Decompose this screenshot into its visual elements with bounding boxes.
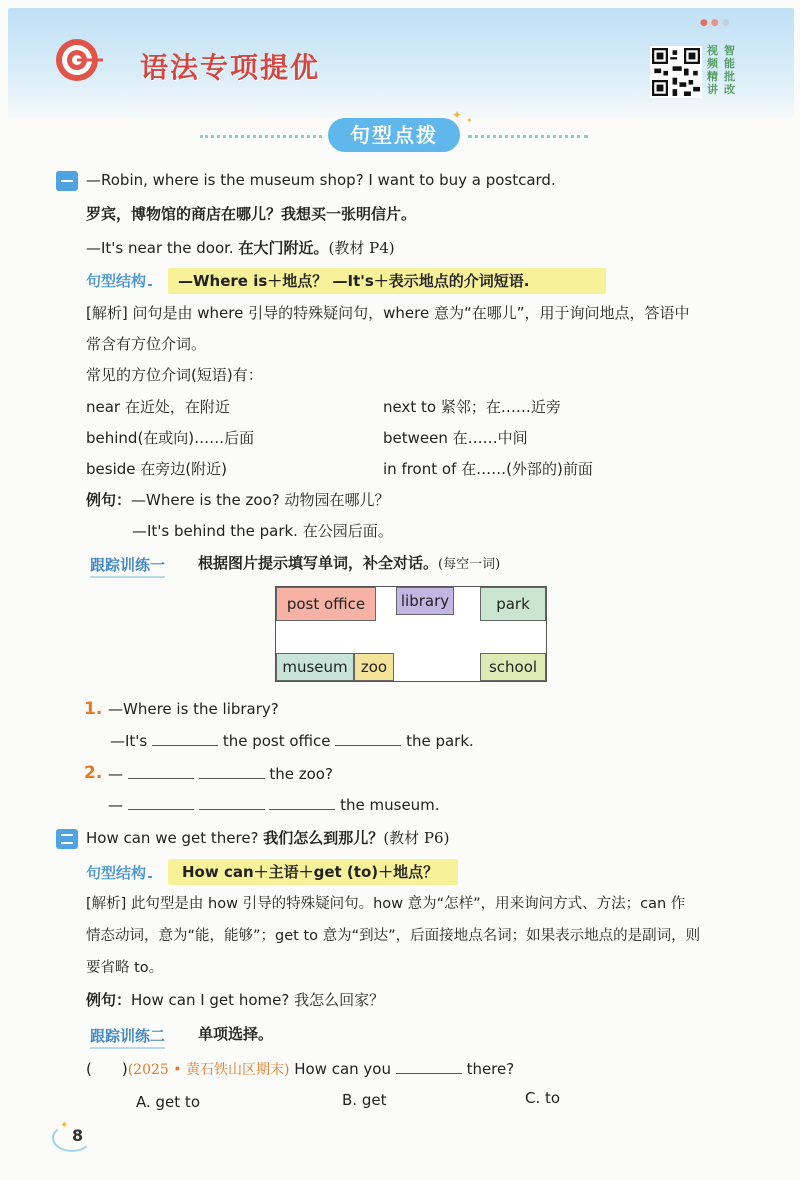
q2-answer: — the museum.	[108, 796, 440, 814]
answer-paren[interactable]: ( )	[86, 1060, 128, 1078]
dotted-divider-right	[468, 135, 588, 138]
map-park: park	[480, 587, 546, 621]
prep-item: near 在近处，在附近	[86, 398, 230, 416]
section-title-wrap	[200, 108, 590, 154]
question-number: 2.	[84, 763, 103, 783]
map-zoo: zoo	[354, 653, 394, 681]
answer-blank[interactable]	[199, 763, 265, 779]
sparkle-icon: ✦	[60, 1120, 69, 1131]
answer-blank[interactable]	[152, 730, 218, 746]
s1-example-2: —It's behind the park. 在公园后面。	[132, 522, 393, 540]
section-title: 句型点拨	[328, 118, 460, 152]
prep-item: behind(在或向)……后面	[86, 429, 255, 447]
s2-structure: How can＋主语＋get (to)＋地点？	[182, 863, 439, 881]
s1-sentence-en: —Robin, where is the museum shop? I want to buy a postcard.	[86, 171, 556, 189]
q1-question: —Where is the library?	[108, 700, 279, 718]
header-title: 语法专项提优	[140, 51, 321, 84]
s2-analysis-line-3: 要省略 to。	[86, 960, 164, 976]
mc-question: ( )(2025 • 黄石铁山区期末) How can you there?	[86, 1060, 515, 1078]
q1-answer: —It's the post office the park.	[110, 732, 474, 750]
answer-blank[interactable]	[128, 763, 194, 779]
answer-blank[interactable]	[269, 794, 335, 810]
option-c[interactable]: C. to	[525, 1089, 561, 1107]
s2-sentence: How can we get there? 我们怎么到那儿？(教材 P6)	[86, 829, 450, 847]
map-museum: museum	[276, 653, 354, 681]
answer-blank[interactable]	[396, 1058, 462, 1074]
answer-blank[interactable]	[199, 794, 265, 810]
track-two-label: 跟踪训练二	[90, 1025, 165, 1049]
prep-item: in front of 在……(外部的)前面	[383, 460, 593, 478]
page-number: 8	[72, 1126, 84, 1145]
point-one-icon	[56, 171, 78, 191]
answer-blank[interactable]	[128, 794, 194, 810]
sparkle-icon: ✦	[466, 116, 473, 125]
prep-item: beside 在旁边(附近)	[86, 460, 227, 478]
s1-analysis-line-2: 常含有方位介词。	[86, 335, 207, 353]
decor-dots: ●●●	[700, 18, 733, 28]
s1-sentence-zh: 罗宾，博物馆的商店在哪儿？我想买一张明信片。	[86, 205, 417, 223]
s2-example: 例句：How can I get home? 我怎么回家？	[86, 991, 385, 1009]
question-number: 1.	[84, 699, 103, 719]
s1-answer: —It's near the door. 在大门附近。(教材 P4)	[86, 239, 395, 257]
analysis-tag: [解析]	[86, 304, 128, 322]
option-a[interactable]: A. get to	[136, 1093, 200, 1111]
option-b[interactable]: B. get	[342, 1091, 387, 1109]
map-post-office: post office	[276, 587, 376, 621]
point-two-icon	[56, 829, 78, 849]
track-one-label: 跟踪训练一	[90, 554, 165, 578]
s1-structure-label: 句型结构	[86, 271, 152, 291]
s1-structure: —Where is＋地点？ —It's＋表示地点的介词短语.	[178, 272, 530, 290]
answer-blank[interactable]	[335, 730, 401, 746]
track-two-instruction: 单项选择。	[198, 1025, 274, 1043]
dotted-divider-left	[200, 135, 322, 138]
map-diagram	[275, 586, 547, 682]
s2-analysis-line-1: [解析] 此句型是由 how 引导的特殊疑问句。how 意为“怎样”，用来询问方式、方法；can 作	[86, 896, 686, 912]
qr-caption: 视 智 频 能 精 批 讲 改	[707, 44, 735, 96]
prep-item: between 在……中间	[383, 429, 528, 447]
s1-analysis-line-1: [解析] 问句是由 where 引导的特殊疑问句，where 意为“在哪儿”，用于询问地点，答语中	[86, 304, 690, 322]
analysis-tag: [解析]	[86, 896, 127, 912]
sparkle-icon: ✦	[452, 108, 463, 122]
s1-example-1: 例句：—Where is the zoo? 动物园在哪儿？	[86, 491, 390, 509]
q2-question: — the zoo?	[108, 765, 333, 783]
qr-code-icon[interactable]	[650, 46, 702, 98]
map-school: school	[480, 653, 546, 681]
map-library: library	[396, 587, 454, 615]
question-source: (2025 • 黄石铁山区期末)	[127, 1062, 290, 1078]
prep-list-title: 常见的方位介词(短语)有：	[86, 366, 263, 384]
target-icon	[55, 36, 103, 84]
s2-structure-label: 句型结构	[86, 863, 152, 883]
s2-analysis-line-2: 情态动词，意为“能，能够”；get to 意为“到达”，后面接地点名词；如果表示地点的是副词，则	[86, 928, 701, 944]
track-one-instruction: 根据图片提示填写单词，补全对话。(每空一词)	[198, 554, 501, 572]
prep-item: next to 紧邻；在……近旁	[383, 398, 561, 416]
